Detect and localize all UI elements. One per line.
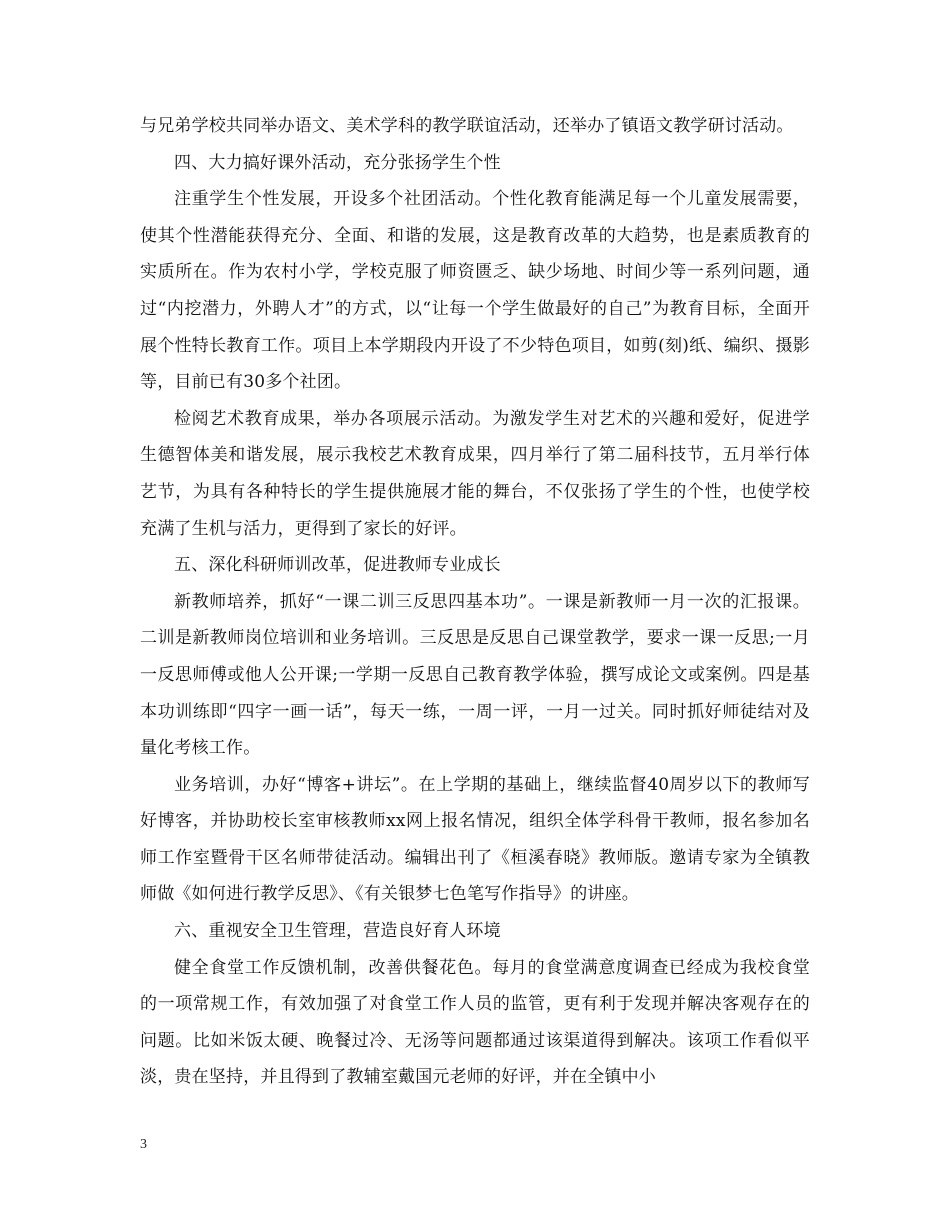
page-number: 3 bbox=[140, 1137, 147, 1152]
document-body bbox=[140, 108, 810, 1096]
paragraph-6: 健全食堂工作反馈机制，改善供餐花色。每月的食堂满意度调查已经成为我校食堂的一项常规工作，有效加强了对食堂工作人员的监管，更有利于发现并解决客观存在的问题。比如米饭太硬、晚餐过冷、无汤等问题都通过该渠道得到解决。该项工作看似平淡，贵在坚持，并且得到了教辅室戴国元老师的好评，并在全镇中小 bbox=[140, 957, 810, 1088]
paragraph-4: 新教师培养，抓好“一课二训三反思四基本功”。一课是新教师一月一次的汇报课。二训是新教师岗位培训和业务培训。三反思是反思自己课堂教学，要求一课一反思;一月一反思师傅或他人公开课;一学期一反思自己教育教学体验，撰写成论文或案例。四是基本功训练即“四字一画一话”，每天一练，一周一评，一月一过关。同时抓好师徒结对及量化考核工作。 bbox=[140, 591, 810, 759]
paragraph-1: 与兄弟学校共同举办语文、美术学科的教学联谊活动，还举办了镇语文教学研讨活动。 bbox=[140, 116, 794, 136]
paragraph-2: 注重学生个性发展，开设多个社团活动。个性化教育能满足每一个儿童发展需要，使其个性潜能获得充分、全面、和谐的发展，这是教育改革的大趋势，也是素质教育的实质所在。作为农村小学，学校克服了师资匮乏、缺少场地、时间少等一系列问题，通过“内挖潜力，外聘人才”的方式，以“让每一个学生做最好的自己”为教育目标，全面开展个性特长教育工作。项目上本学期段内开设了不少特色项目，如剪(刻)纸、编织、摄影等，目前已有30多个社团。 bbox=[140, 189, 810, 393]
section-heading-5: 五、深化科研师训改革，促进教师专业成长 bbox=[174, 555, 501, 576]
paragraph-5: 业务培训，办好“博客+讲坛”。在上学期的基础上，继续监督40周岁以下的教师写好博客，并协助校长室审核教师xx网上报名情况，组织全体学科骨干教师，报名参加名师工作室暨骨干区名师带徒活动。编辑出刊了《桓溪春晓》教师版。邀请专家为全镇教师做《如何进行教学反思》、《有关银梦七色笔写作指导》的讲座。 bbox=[140, 774, 810, 905]
paragraph-3: 检阅艺术教育成果，举办各项展示活动。为激发学生对艺术的兴趣和爱好，促进学生德智体美和谐发展，展示我校艺术教育成果，四月举行了第二届科技节，五月举行体艺节，为具有各种特长的学生提供施展才能的舞台，不仅张扬了学生的个性，也使学校充满了生机与活力，更得到了家长的好评。 bbox=[140, 408, 810, 539]
section-heading-6: 六、重视安全卫生管理，营造良好育人环境 bbox=[174, 921, 501, 942]
section-heading-4: 四、大力搞好课外活动，充分张扬学生个性 bbox=[174, 152, 501, 173]
